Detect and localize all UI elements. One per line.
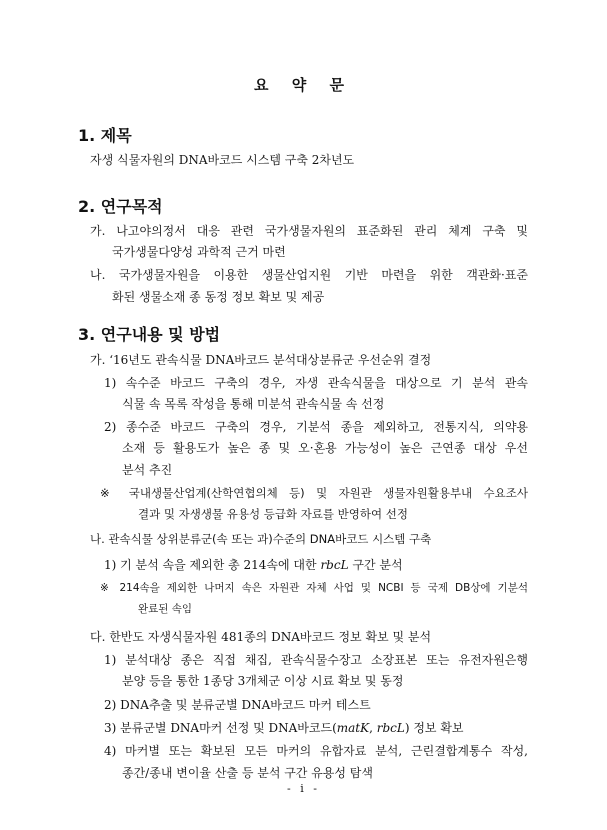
section-3-da-4-line2: 종간/종내 변이율 산출 등 분석 구간 유용성 탐색 — [122, 766, 373, 780]
section-3-da-1-line2: 분양 등을 통한 1종당 3개체군 이상 시료 확보 및 동정 — [122, 674, 404, 688]
page-title: 요 약 문 — [254, 76, 353, 94]
section-3-na-note-line1: ※ 214속을 제외한 나머지 속은 자원관 자체 사업 및 NCBI 등 국제 DB상에 기분석 — [100, 582, 528, 594]
section-3-na-note-line2: 완료된 속임 — [138, 603, 193, 615]
section-3-ga-2-line1: 2) 종수준 바코드 구축의 경우, 기분석 종을 제외하고, 전통지식, 의약용 — [104, 420, 528, 434]
section-3-na-1 — [104, 556, 403, 573]
section-3-na-1-text-a: 1) 기 분석 속을 제외한 총 214속에 대한 — [104, 558, 321, 572]
section-3-da-1-line1: 1) 분석대상 종은 직접 채집, 관속식물수장고 소장표본 또는 유전자원은행 — [104, 653, 528, 667]
section-3-na-1-text-c: 구간 분석 — [348, 558, 403, 572]
section-1-heading: 1. 제목 — [78, 126, 132, 145]
section-3-item-na: 나. 관속식물 상위분류군(속 또는 과)수준의 DNA바코드 시스템 구축 — [90, 532, 432, 546]
section-2-item-ga-line1: 가. 나고야의정서 대응 관련 국가생물자원의 표준화된 관리 체계 구축 및 — [90, 224, 528, 238]
section-3-na-1-gene: rbcL — [320, 558, 349, 572]
section-1-text: 자생 식물자원의 DNA바코드 시스템 구축 2차년도 — [90, 153, 355, 167]
section-2-item-na-line2: 화된 생물소재 종 동정 정보 확보 및 제공 — [112, 290, 325, 304]
section-3-ga-note-line2: 결과 및 자생생물 유용성 등급화 자료를 반영하여 선정 — [138, 507, 408, 521]
section-2-heading: 2. 연구목적 — [78, 197, 163, 216]
section-3-item-da: 다. 한반도 자생식물자원 481종의 DNA바코드 정보 확보 및 분석 — [90, 630, 432, 644]
section-3-da-3-gene-rbcl: rbcL — [376, 721, 405, 735]
section-3-da-3-text-a: 3) 분류군별 DNA마커 선정 및 DNA바코드( — [104, 721, 337, 735]
section-3-ga-2-line2: 소재 등 활용도가 높은 종 및 오·혼용 가능성이 높은 근연종 대상 우선 — [122, 441, 528, 455]
section-3-ga-1-line2: 식물 속 목록 작성을 통해 미분석 관속식물 속 선정 — [122, 397, 385, 411]
section-2-item-ga-line2: 국가생물다양성 과학적 근거 마련 — [112, 245, 286, 259]
section-3-ga-1-line1: 1) 속수준 바코드 구축의 경우, 자생 관속식물을 대상으로 기 분석 관속 — [104, 376, 528, 390]
section-3-da-3 — [104, 719, 464, 736]
section-3-ga-note-line1: ※ 국내생물산업계(산학연협의체 등) 및 자원관 생물자원활용부내 수요조사 — [100, 486, 528, 500]
section-3-da-3-sep: , — [369, 721, 377, 735]
section-3-da-3-text-e: ) 정보 확보 — [404, 721, 464, 735]
section-2-item-na-line1: 나. 국가생물자원을 이용한 생물산업지원 기반 마련을 위한 객관화·표준 — [90, 268, 528, 282]
section-3-heading: 3. 연구내용 및 방법 — [78, 325, 221, 344]
page-number: - i - — [287, 782, 320, 795]
section-3-da-4-line1: 4) 마커별 또는 확보된 모든 마커의 유합자료 분석, 근린결합계통수 작성, — [104, 744, 528, 758]
section-3-ga-2-line3: 분석 추진 — [122, 463, 173, 477]
section-3-da-2: 2) DNA추출 및 분류군별 DNA바코드 마커 테스트 — [104, 698, 371, 712]
section-3-da-3-gene-matk: matK — [336, 721, 370, 735]
section-3-item-ga: 가. ‘16년도 관속식물 DNA바코드 분석대상분류군 우선순위 결정 — [90, 353, 432, 367]
